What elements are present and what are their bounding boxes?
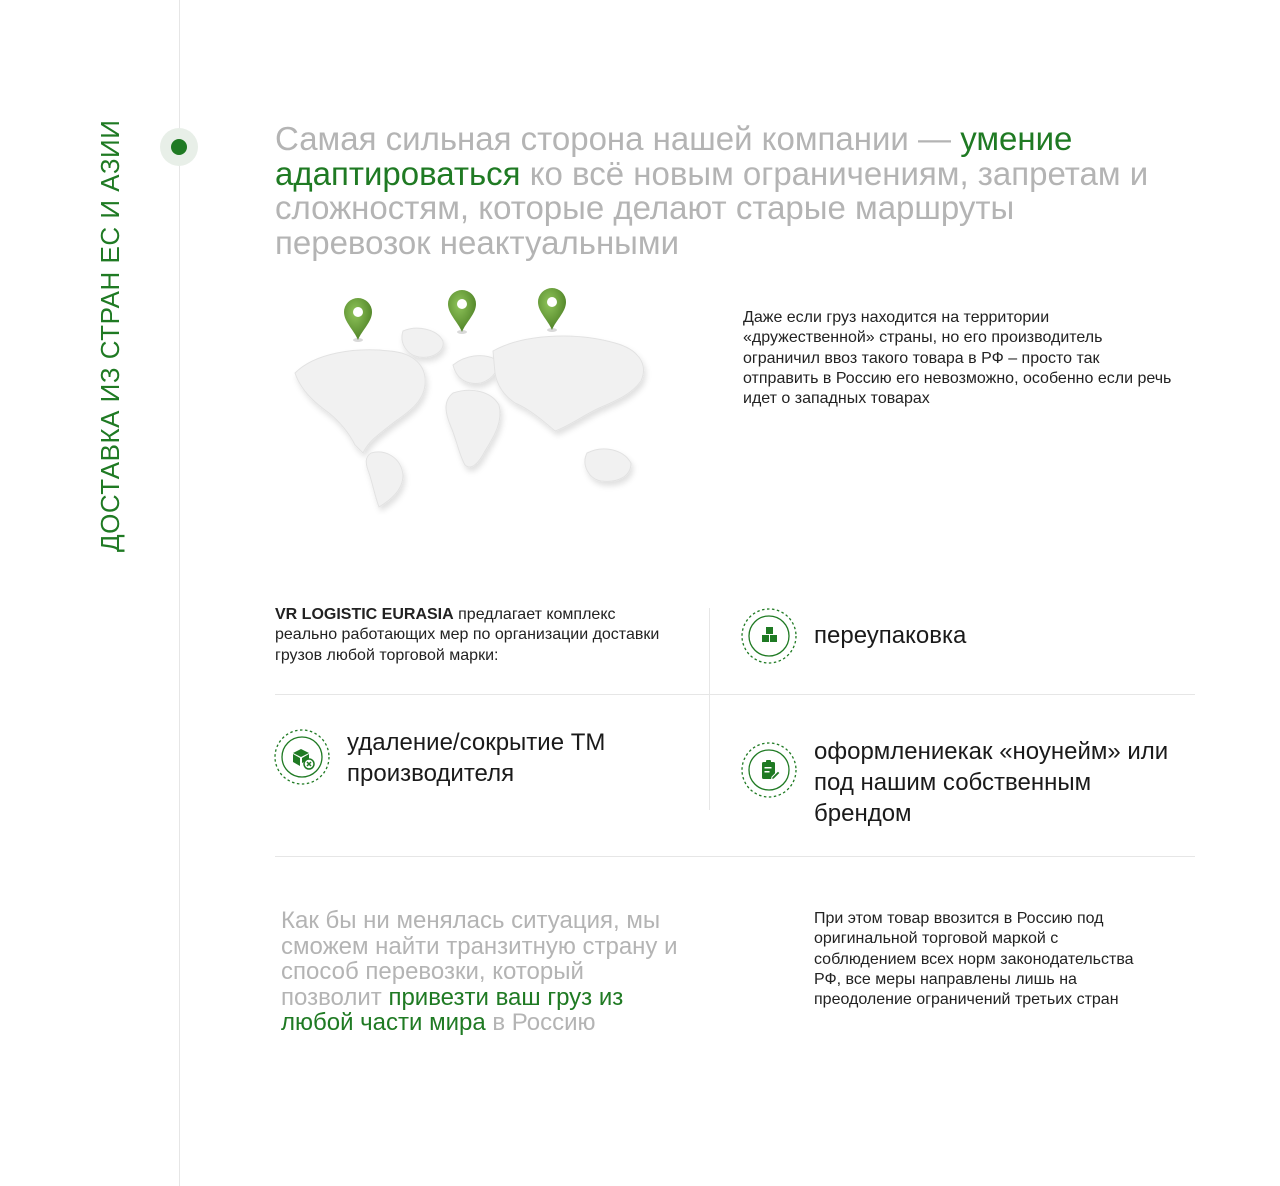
headline: Самая сильная сторона нашей компании — умение адаптироваться ко всё новым ограничениям, запретам и сложностям, которые делают старые маршруты перевозок неактуальными [275,120,1149,261]
box-remove-icon [274,729,330,785]
feature-noname-brand: оформлениекак «ноунейм» или под нашим собственным брендом [814,738,1169,827]
continent-north-america [295,350,425,453]
world-map [285,285,665,515]
feature-repack: переупаковка [814,622,967,649]
sidebar-divider [179,0,180,1186]
map-pin [344,298,372,342]
column-divider [709,608,710,810]
continent-greenland [402,328,443,357]
intro-note: Даже если груз находится на территории «дружественной» страны, но его производитель ограничил ввоз такого товара в РФ – просто так отправить в Россию его невозможно, особенно если речь идет о западных товарах [743,309,1172,408]
map-pins [344,288,566,342]
clipboard-edit-icon [741,742,797,798]
continent-south-america [366,452,403,507]
continent-europe [453,356,497,384]
map-pin [448,290,476,334]
feature-remove-tm: удаление/сокрытие ТМ производителя [347,729,606,787]
map-pin [538,288,566,332]
offer-text: VR LOGISTIC EURASIA предлагает комплекс реально работающих мер по организации доставки грузов любой торговой марки: [275,606,660,664]
continent-asia [493,336,643,431]
closing-note: При этом товар ввозится в Россию под оригинальной торговой маркой с соблюдением всех норм законодательства РФ, все меры направлены лишь на преодоление ограничений третьих стран [814,910,1134,1009]
divider [275,856,1195,857]
divider [275,694,1195,695]
continent-africa [446,390,500,467]
section-marker [160,128,198,166]
company-name: VR LOGISTIC EURASIA [275,606,454,623]
boxes-icon [741,608,797,664]
continent-australia [585,449,631,481]
closing-statement: Как бы ни менялась ситуация, мы сможем найти транзитную страну и способ перевозки, который позволит привезти ваш груз из любой части мира в Россию [281,907,678,1036]
section-title: ДОСТАВКА ИЗ СТРАН ЕС И АЗИИ [95,119,125,552]
